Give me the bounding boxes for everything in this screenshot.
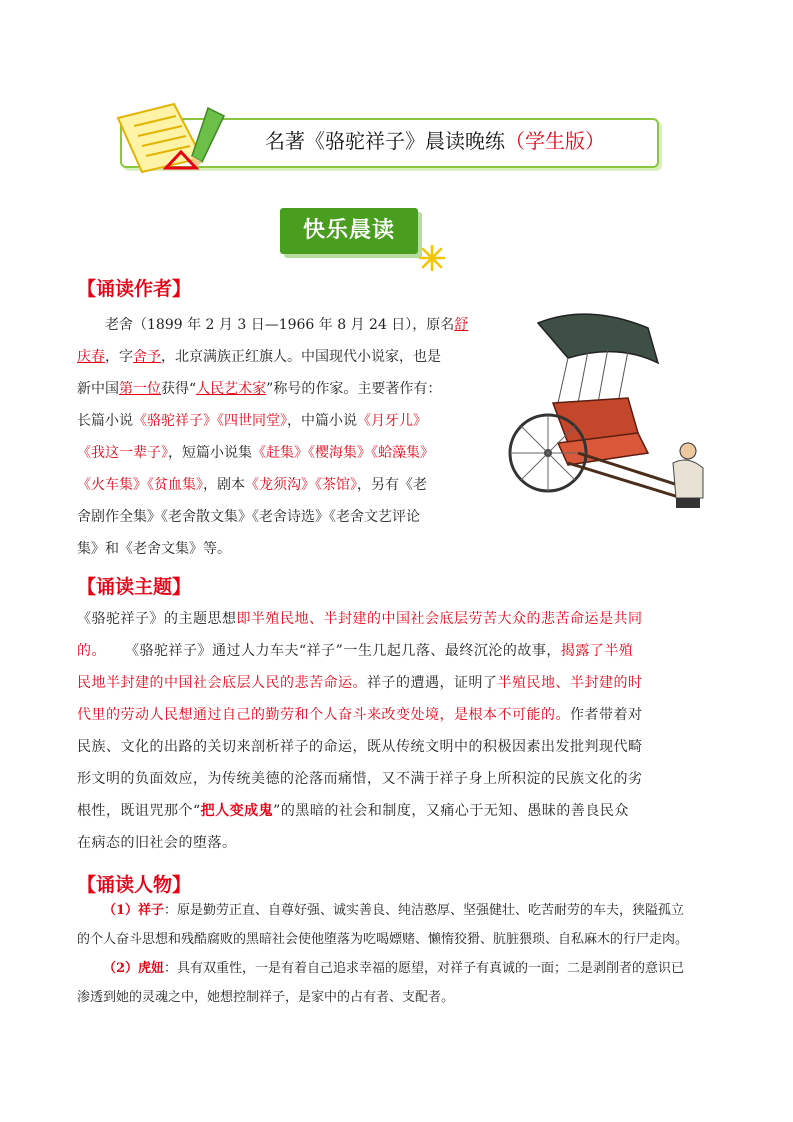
text: 集》和《老舍文集》等。 — [77, 541, 231, 557]
sparkle-icon — [418, 244, 446, 272]
highlight: 把人变成鬼 — [200, 803, 274, 819]
badge-label: 快乐晨读 — [302, 218, 395, 243]
text: ：原是勤劳正直、自尊好强、诚实善良、纯洁憨厚、坚强健壮、吃苦耐劳的车夫，狭隘孤立 — [164, 903, 685, 918]
highlight: 的。 — [77, 643, 106, 659]
section-badge — [280, 208, 418, 254]
highlight: 《月牙儿》 — [357, 413, 427, 429]
text: ：具有双重性，一是有着自己追求幸福的愿望，对祥子有真诚的一面；二是剥削者的意识已 — [164, 961, 685, 976]
text: 根性，既诅咒那个“ — [77, 803, 201, 819]
highlight: 代里的劳动人民想通过自己的勤劳和个人奋斗来改变处境，是根本不可能的。 — [77, 707, 570, 723]
list-item — [77, 954, 727, 983]
text: ”称号的作家。主要著作有： — [266, 381, 442, 397]
highlight: 《火车集》《贫血集》 — [77, 477, 203, 493]
text: 舍剧作全集》《老舍散文集》《老舍诗选》《老舍文艺评论 — [77, 509, 420, 525]
highlight: 人民艺术家 — [196, 381, 267, 397]
highlight: 揭露了半殖 — [560, 643, 634, 659]
text: ，剧本 — [203, 477, 245, 493]
highlight: 庆春 — [77, 349, 105, 365]
section-heading-theme: 【诵读主题】 — [77, 576, 192, 598]
text: ，北京满族正红旗人。中国现代小说家，也是 — [161, 349, 441, 365]
highlight: 《龙须沟》《茶馆》 — [245, 477, 357, 493]
text: ，另有《老 — [357, 477, 427, 493]
text: 新中国 — [77, 381, 119, 397]
highlight: 舒 — [454, 317, 469, 333]
text: 形文明的负面效应，为传统美德的沦落而痛惜，又不满于祥子身上所积淀的民族文化的劣 — [77, 771, 643, 787]
characters-list — [77, 896, 727, 1012]
text: ，字 — [105, 349, 133, 365]
text: 获得“ — [161, 381, 197, 397]
text: ，中篇小说 — [287, 413, 357, 429]
character-label: （2）虎妞 — [103, 961, 165, 976]
text: 老舍（1899 年 2 月 3 日—1966 年 8 月 24 日），原名 — [105, 317, 455, 333]
page-title — [265, 125, 605, 154]
author-paragraph — [77, 309, 487, 565]
highlight: 《赶集》《樱海集》《蛤藻集》 — [252, 445, 434, 461]
rickshaw-illustration — [498, 303, 713, 523]
text: 在病态的旧社会的堕落。 — [77, 835, 237, 851]
highlight: 《我这一辈子》 — [77, 445, 168, 461]
theme-paragraph — [77, 603, 717, 859]
text: 《骆驼祥子》通过人力车夫“祥子”一生几起几落、最终沉沦的故事， — [132, 643, 561, 659]
highlight: 半殖民地、半封建的时 — [497, 675, 643, 691]
title-main: 名著《骆驼祥子》晨读晚练 — [265, 129, 505, 153]
highlight: 即半殖民地、半封建的中国社会底层劳苦大众的悲苦命运是共同 — [236, 611, 643, 627]
text: ，短篇小说集 — [168, 445, 252, 461]
text: 渗透到她的灵魂之中，她想控制祥子，是家中的占有者、支配者。 — [77, 990, 455, 1005]
text: 民族、文化的出路的关切来剖析祥子的命运，既从传统文明中的积极因素出发批判现代畸 — [77, 739, 643, 755]
list-item — [77, 896, 727, 925]
text: 祥子的遭遇，证明了 — [367, 675, 498, 691]
highlight: 舍予 — [133, 349, 161, 365]
text: 《骆驼祥子》的主题思想 — [77, 611, 237, 627]
section-heading-author: 【诵读作者】 — [77, 278, 192, 300]
text: ”的黑暗的社会和制度，又痛心于无知、愚昧的善良民众 — [273, 803, 629, 819]
title-tag: （学生版） — [505, 129, 605, 153]
text: 长篇小说 — [77, 413, 133, 429]
text: 作者带着对 — [570, 707, 643, 723]
highlight: 第一位 — [119, 381, 161, 397]
text: 的个人奋斗思想和残酷腐败的黑暗社会使他堕落为吃喝嫖赌、懒惰狡猾、肮脏猥琐、自私麻木的行尸走肉。 — [77, 932, 689, 947]
section-heading-characters: 【诵读人物】 — [77, 874, 192, 896]
highlight: 《骆驼祥子》《四世同堂》 — [133, 413, 287, 429]
highlight: 民地半封建的中国社会底层人民的悲苦命运。 — [77, 675, 367, 691]
character-label: （1）祥子 — [103, 903, 165, 918]
